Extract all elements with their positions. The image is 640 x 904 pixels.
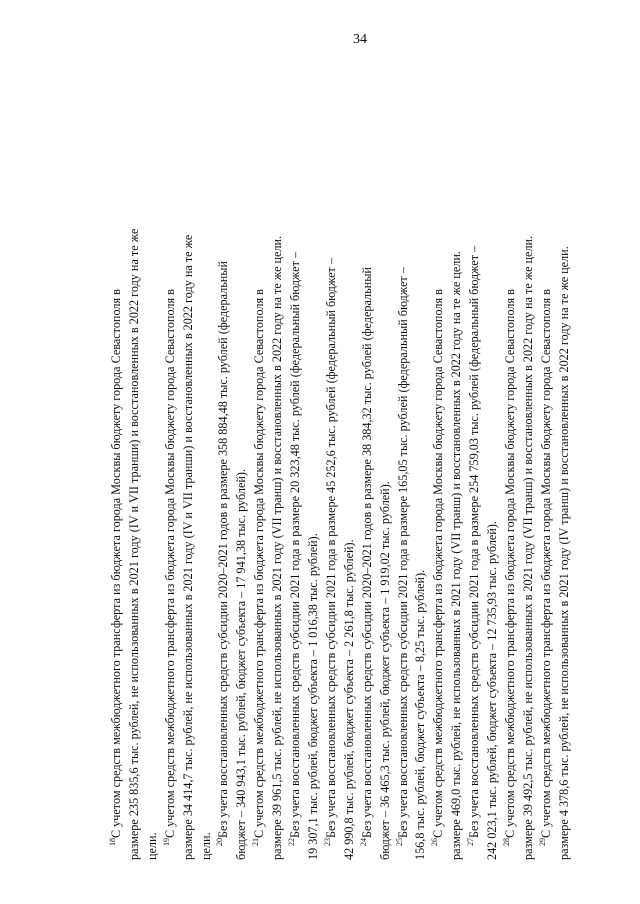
footnote-marker: 18: [107, 838, 117, 846]
footnote-line: [215, 72, 233, 860]
footnote-line: [126, 72, 144, 860]
footnote-line: [198, 72, 216, 860]
footnote-text: Без учета восстановленных средств субсидии 2021 года в размере 20 323,48 тыс. рублей (федеральный бюджет –: [288, 251, 303, 838]
footnote-text: С учетом средств межбюджетного трансферта из бюджета города Москвы бюджету города Севастополя в: [502, 289, 517, 838]
footnote-text: размере 4 378,6 тыс. рублей, не использованных в 2021 году (IV транш) и восстановленных в 2022 году на те же цели.: [556, 246, 571, 860]
footnote-line: [538, 72, 556, 860]
footnote-text: С учетом средств межбюджетного трансферта из бюджета города Москвы бюджету города Севастополя в: [162, 289, 177, 838]
footnote: [359, 72, 395, 860]
footnote-text: размере 39 492,5 тыс. рублей, не использованных в 2021 году (VII транш) и восстановленных в 2022 году на те же цели.: [520, 235, 535, 860]
footnote-marker: 21: [251, 838, 261, 846]
footnote-marker: 24: [358, 838, 368, 846]
footnote-line: [448, 72, 466, 860]
footnote-text: С учетом средств межбюджетного трансферта из бюджета города Москвы бюджету города Севастополя в: [431, 289, 446, 838]
footnote-marker: 26: [430, 838, 440, 846]
footnote-text: Без учета восстановленных средств субсидии 2021 года в размере 254 759,03 тыс. рублей (федеральный бюджет –: [467, 245, 482, 838]
footnote-text: 19 307,1 тыс. рублей, бюджет субъекта – 1 016,38 тыс. рублей).: [305, 533, 320, 860]
footnote-text: бюджет – 340 943,1 тыс. рублей, бюджет субъекта – 17 941,38 тыс. рублей).: [234, 468, 249, 860]
footnote-text: С учетом средств межбюджетного трансферта из бюджета города Москвы бюджету города Севастополя в: [109, 289, 123, 838]
footnotes-block: [108, 72, 574, 860]
footnote-line: [520, 72, 538, 860]
footnote: [323, 72, 359, 860]
footnote-text: С учетом средств межбюджетного трансферта из бюджета города Москвы бюджету города Севастополя в: [252, 289, 267, 838]
footnote-marker: 22: [287, 838, 296, 846]
footnote: [215, 72, 251, 860]
footnote-line: [144, 72, 162, 860]
footnote-line: [466, 72, 484, 860]
footnote-text: размере 34 414,7 тыс. рублей, не использованных в 2021 году (IV и VII транши) и восстановленных в 2022 году на те же: [180, 234, 195, 860]
footnote-text: бюджет – 36 465,3 тыс. рублей, бюджет субъекта – 1 919,02 тыс. рублей).: [377, 481, 392, 860]
footnote-marker: 28: [501, 838, 511, 846]
footnote-text: 156,8 тыс. рублей, бюджет субъекта – 8,25 тыс. рублей).: [413, 569, 428, 860]
footnote-text: 242 023,1 тыс. рублей, бюджет субъекта – 12 735,93 тыс. рублей).: [485, 521, 500, 860]
footnote-line: [556, 72, 574, 860]
footnote-text: размере 469,0 тыс. рублей, не использованных в 2021 году (VII транш) и восстановленных в 2022 году на те же цели.: [449, 251, 464, 860]
footnote-line: [251, 72, 269, 860]
footnote-marker: 19: [161, 838, 171, 846]
footnote-marker: 25: [394, 838, 404, 846]
footnote: [502, 72, 538, 860]
footnote-text: Без учета восстановленных средств субсидии 2021 года в размере 45 252,6 тыс. рублей (федеральный бюджет –: [323, 258, 338, 838]
footnote: [287, 72, 323, 860]
footnote-text: цели.: [198, 832, 213, 860]
footnote-line: [359, 72, 377, 860]
footnote-text: Без учета восстановленных средств субсидии 2020–2021 годов в размере 358 884,48 тыс. рублей (федеральный: [216, 261, 231, 838]
footnote-text: цели.: [144, 832, 159, 860]
footnote: [162, 72, 216, 860]
footnote-line: [162, 72, 180, 860]
footnote-text: размере 235 835,6 тыс. рублей, не использованных в 2021 году (IV и VII транши) и восстановленных в 2022 году на те же: [126, 228, 141, 860]
footnote-line: [430, 72, 448, 860]
page-number: 34: [353, 32, 367, 47]
footnote-text: С учетом средств межбюджетного трансферта из бюджета города Москвы бюджету города Севастополя в: [538, 289, 553, 838]
footnote-line: [502, 72, 520, 860]
footnote: [108, 72, 162, 860]
footnote-line: [377, 72, 395, 860]
footnote-line: [269, 72, 287, 860]
footnote-marker: 20: [215, 838, 225, 846]
footnote-line: [305, 72, 323, 860]
footnote-line: [287, 72, 305, 860]
footnote: [538, 72, 574, 860]
footnote: [395, 72, 431, 860]
footnote-line: [233, 72, 251, 860]
footnote-line: [180, 72, 198, 860]
footnote: [430, 72, 466, 860]
footnote-marker: 29: [537, 838, 547, 846]
footnote-text: размере 39 961,5 тыс. рублей, не использованных в 2021 году (VII транш) и восстановленных в 2022 году на те же цели.: [270, 235, 285, 860]
footnote-line: [341, 72, 359, 860]
footnote: [466, 72, 502, 860]
footnote: [251, 72, 287, 860]
footnote-text: Без учета восстановленных средств субсидии 2020–2021 годов в размере 38 384,32 тыс. рублей (федеральный: [359, 267, 374, 838]
footnote-marker: 27: [466, 838, 476, 846]
footnote-line: [395, 72, 413, 860]
footnote-marker: 23: [322, 838, 332, 846]
footnote-line: [323, 72, 341, 860]
footnote-text: 42 990,8 тыс. рублей, бюджет субъекта – 2 261,8 тыс. рублей).: [341, 539, 356, 860]
footnote-text: Без учета восстановленных средств субсидии 2021 года в размере 165,05 тыс. рублей (федеральный бюджет –: [395, 267, 410, 838]
footnote-line: [484, 72, 502, 860]
footnote-line: [108, 72, 126, 860]
footnote-line: [412, 72, 430, 860]
